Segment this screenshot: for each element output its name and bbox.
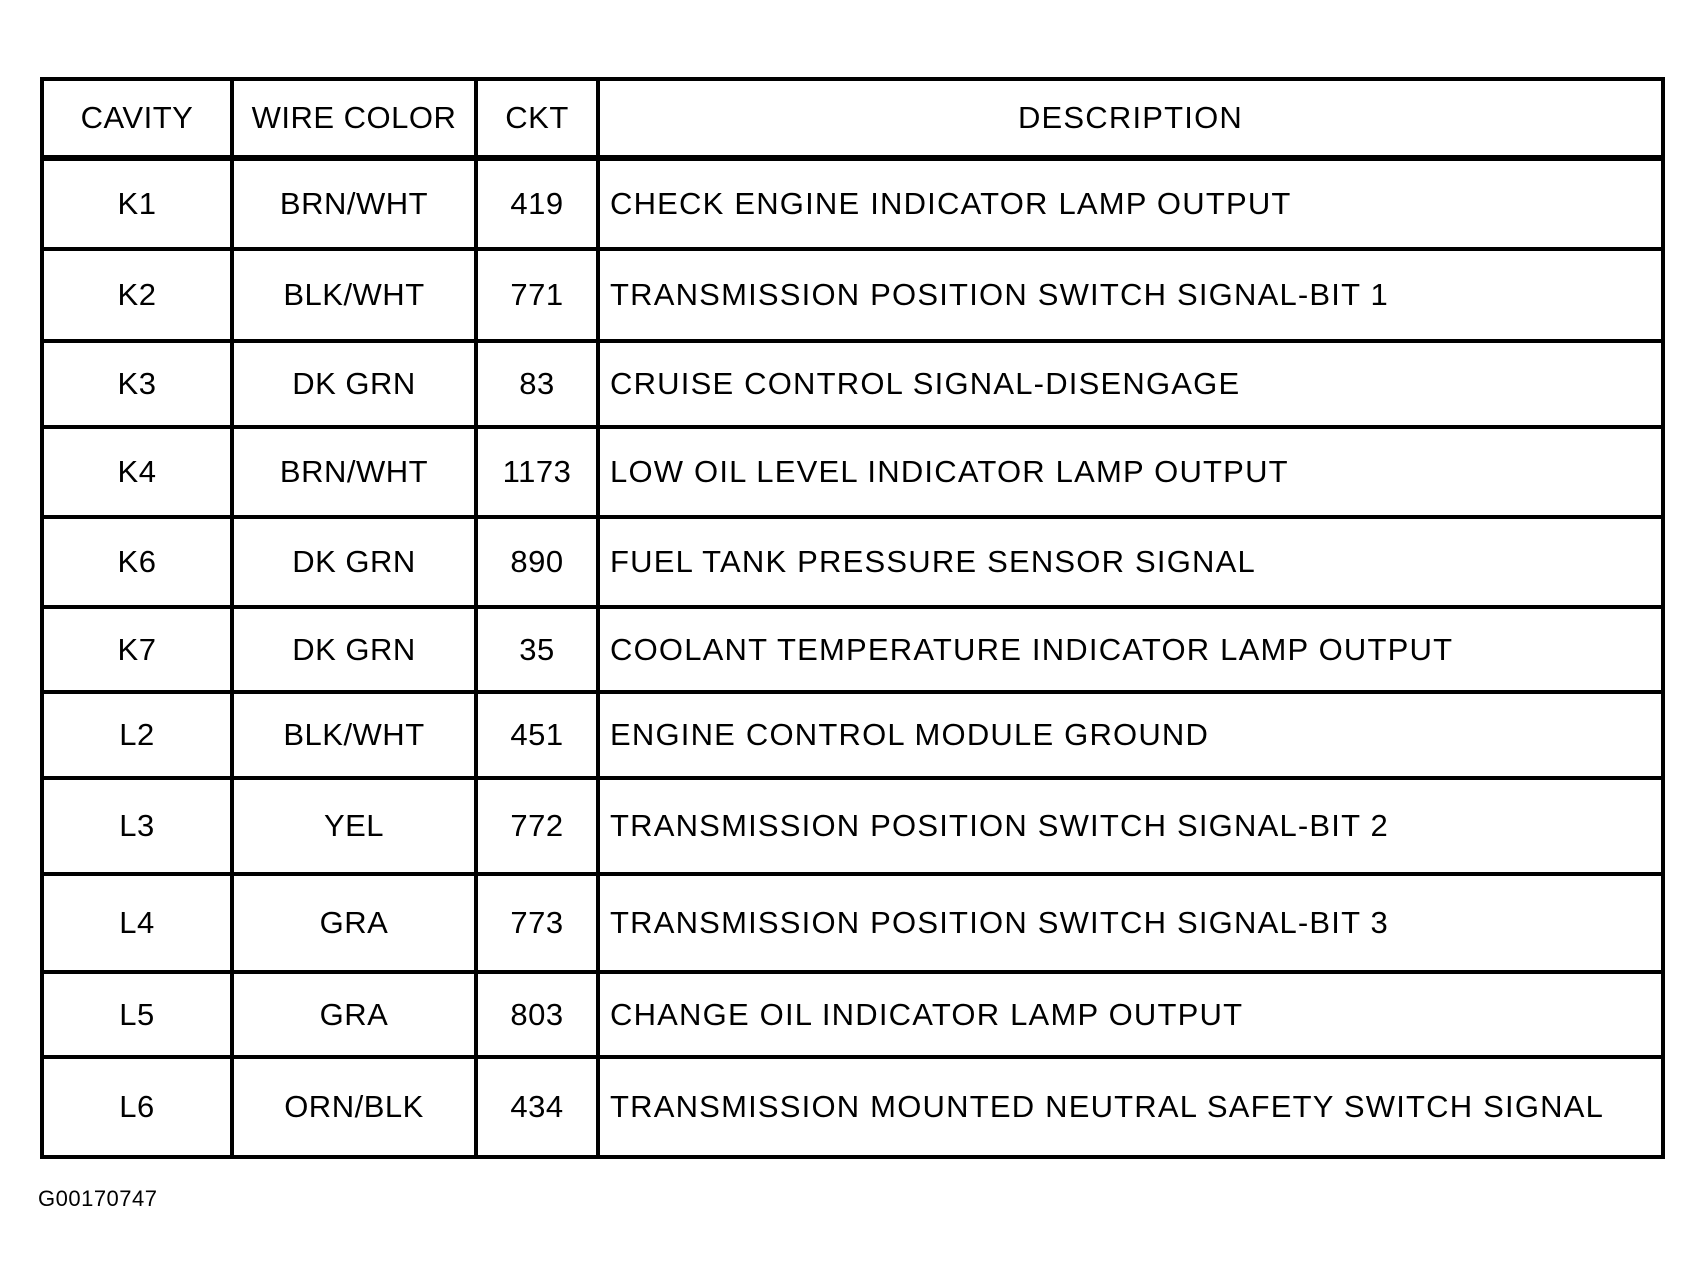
table-row	[44, 974, 1661, 1059]
cavity-cell: K4	[44, 429, 234, 515]
header-cavity: CAVITY	[44, 81, 234, 155]
wire-color-cell: GRA	[234, 974, 478, 1055]
wire-color-cell: YEL	[234, 780, 478, 872]
wire-color-cell: ORN/BLK	[234, 1059, 478, 1155]
description-cell: TRANSMISSION POSITION SWITCH SIGNAL-BIT 2	[610, 808, 1389, 843]
cavity-cell: K1	[44, 161, 234, 247]
table-row	[44, 429, 1661, 519]
wire-color-cell: DK GRN	[234, 519, 478, 605]
wire-color-cell: BRN/WHT	[234, 429, 478, 515]
wire-color-cell: DK GRN	[234, 609, 478, 690]
description-cell: TRANSMISSION POSITION SWITCH SIGNAL-BIT 3	[610, 905, 1389, 940]
ckt-cell: 771	[478, 251, 600, 339]
cavity-cell: K6	[44, 519, 234, 605]
ckt-cell: 419	[478, 161, 600, 247]
wire-color-cell: DK GRN	[234, 343, 478, 425]
ckt-cell: 773	[478, 876, 600, 970]
ckt-cell: 434	[478, 1059, 600, 1155]
cavity-cell: L6	[44, 1059, 234, 1155]
table-row	[44, 343, 1661, 429]
table-row	[44, 876, 1661, 974]
table-row	[44, 1059, 1661, 1155]
ckt-cell: 772	[478, 780, 600, 872]
table-row	[44, 609, 1661, 694]
table-row	[44, 161, 1661, 251]
description-cell: COOLANT TEMPERATURE INDICATOR LAMP OUTPUT	[610, 631, 1454, 667]
description-cell: CRUISE CONTROL SIGNAL-DISENGAGE	[610, 366, 1241, 401]
table-row	[44, 251, 1661, 343]
cavity-cell: K3	[44, 343, 234, 425]
wire-color-cell: GRA	[234, 876, 478, 970]
cavity-cell: L2	[44, 694, 234, 776]
description-cell: ENGINE CONTROL MODULE GROUND	[610, 717, 1210, 752]
header-description: DESCRIPTION	[1017, 100, 1244, 135]
figure-code: G00170747	[38, 1186, 158, 1211]
description-cell: CHECK ENGINE INDICATOR LAMP OUTPUT	[610, 186, 1292, 221]
table-header-row	[44, 81, 1661, 161]
header-wire-color: WIRE COLOR	[234, 81, 478, 155]
ckt-cell: 83	[478, 343, 600, 425]
cavity-cell: K2	[44, 251, 234, 339]
ckt-cell: 451	[478, 694, 600, 776]
ckt-cell: 890	[478, 519, 600, 605]
table-row	[44, 780, 1661, 876]
wire-color-cell: BLK/WHT	[234, 251, 478, 339]
wire-color-cell: BLK/WHT	[234, 694, 478, 776]
ckt-cell: 803	[478, 974, 600, 1055]
table-row	[44, 519, 1661, 609]
ckt-cell: 1173	[478, 429, 600, 515]
description-cell: CHANGE OIL INDICATOR LAMP OUTPUT	[610, 996, 1244, 1032]
table-row	[44, 694, 1661, 780]
wire-color-cell: BRN/WHT	[234, 161, 478, 247]
description-cell: FUEL TANK PRESSURE SENSOR SIGNAL	[610, 544, 1256, 579]
ckt-cell: 35	[478, 609, 600, 690]
cavity-cell: K7	[44, 609, 234, 690]
cavity-cell: L3	[44, 780, 234, 872]
description-cell: TRANSMISSION MOUNTED NEUTRAL SAFETY SWITCH SIGNAL	[610, 1089, 1605, 1124]
cavity-cell: L5	[44, 974, 234, 1055]
description-cell: TRANSMISSION POSITION SWITCH SIGNAL-BIT 1	[610, 277, 1389, 312]
header-ckt: CKT	[478, 81, 600, 155]
connector-pinout-table	[40, 77, 1665, 1159]
description-cell: LOW OIL LEVEL INDICATOR LAMP OUTPUT	[610, 454, 1289, 489]
cavity-cell: L4	[44, 876, 234, 970]
